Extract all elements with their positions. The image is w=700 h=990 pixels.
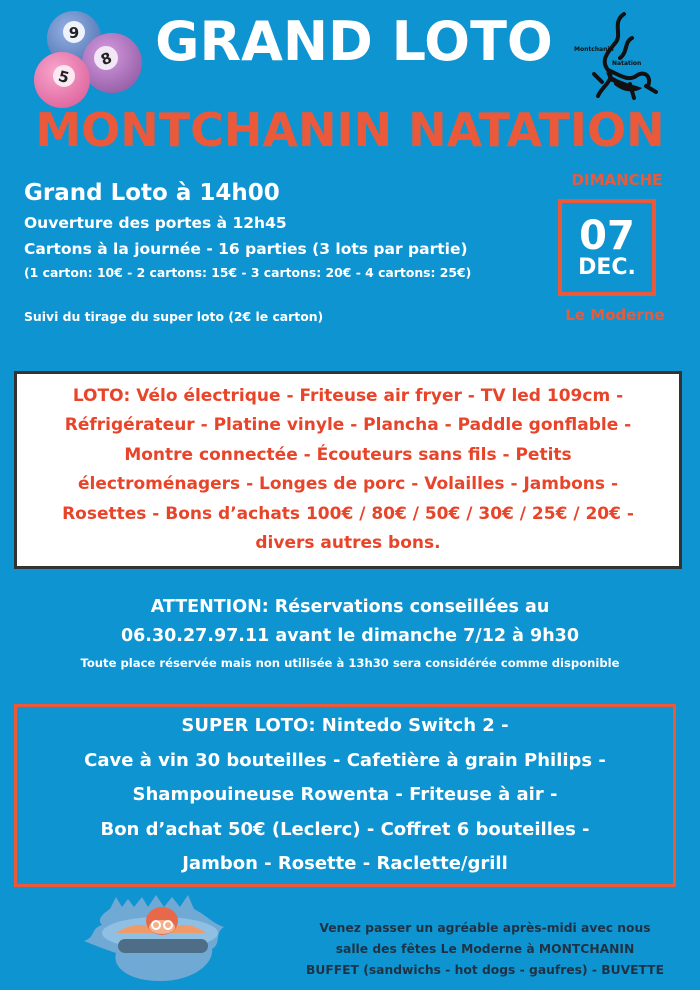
club-logo <box>572 12 682 108</box>
club-name: MONTCHANIN NATATION <box>35 103 665 157</box>
footer-line: BUFFET (sandwichs - hot dogs - gaufres) - BUVETTE <box>306 963 664 977</box>
date-box <box>558 199 656 296</box>
event-title: GRAND LOTO <box>155 10 553 73</box>
swimmer-icon <box>82 893 232 985</box>
svg-text:8: 8 <box>98 48 115 70</box>
super-loto-line: Jambon - Rosette - Raclette/grill <box>182 853 508 875</box>
date-day: 07 <box>579 212 635 259</box>
reservation-phone-line: 06.30.27.97.11 avant le dimanche 7/12 à 9h30 <box>120 626 580 646</box>
reservation-notice <box>0 593 700 673</box>
footer-line: salle des fêtes Le Moderne à MONTCHANIN <box>335 942 635 956</box>
svg-text:5: 5 <box>56 66 72 88</box>
loto-prize-line: Montre connectée - Écouteurs sans fils - Petits <box>124 444 572 465</box>
loto-prize-line: électroménagers - Longes de porc - Volailles - Jambons - <box>77 474 618 494</box>
footer-line: Venez passer un agréable après-midi avec nous <box>319 921 651 935</box>
date-venue: Le Moderne <box>565 306 665 324</box>
date-day-name: DIMANCHE <box>571 171 663 189</box>
super-loto-line: Shampouineuse Rowenta - Friteuse à air - <box>132 784 558 806</box>
super-loto-line: Bon d’achat 50€ (Leclerc) - Coffret 6 bouteilles - <box>100 818 590 840</box>
start-time: Grand Loto à 14h00 <box>24 180 280 206</box>
super-loto-followup: Suivi du tirage du super loto (2€ le carton) <box>24 309 324 324</box>
loto-prize-line: LOTO: Vélo électrique - Friteuse air fryer - TV led 109cm - <box>72 385 624 406</box>
super-loto-prizes <box>84 709 606 882</box>
footer-info <box>280 918 690 981</box>
doors-open: Ouverture des portes à 12h45 <box>24 214 287 232</box>
reservation-note: Toute place réservée mais non utilisée à 13h30 sera considérée comme disponible <box>80 656 620 670</box>
event-info <box>24 176 544 328</box>
svg-text:9: 9 <box>68 24 80 42</box>
date-month: DEC. <box>578 254 636 280</box>
loto-prize-line: Réfrigérateur - Platine vinyle - Plancha - Paddle gonflable - <box>64 415 632 435</box>
super-loto-box <box>14 704 676 887</box>
super-loto-line: SUPER LOTO: Nintedo Switch 2 - <box>181 715 509 737</box>
logo-text-line2: Natation <box>612 60 642 67</box>
reservation-line1: ATTENTION: Réservations conseillées au <box>150 597 550 617</box>
loto-prizes-box <box>14 371 682 569</box>
loto-prize-line: divers autres bons. <box>255 533 441 553</box>
super-loto-line: Cave à vin 30 bouteilles - Cafetière à grain Philips - <box>84 749 606 771</box>
cards-info: Cartons à la journée - 16 parties (3 lots par partie) <box>24 240 468 258</box>
card-prices: (1 carton: 10€ - 2 cartons: 15€ - 3 cartons: 20€ - 4 cartons: 25€) <box>24 265 472 280</box>
loto-prizes-text <box>62 382 634 559</box>
logo-text-line1: Montchanin <box>574 46 614 53</box>
loto-prize-line: Rosettes - Bons d’achats 100€ / 80€ / 50€ / 30€ / 25€ / 20€ - <box>62 503 634 524</box>
